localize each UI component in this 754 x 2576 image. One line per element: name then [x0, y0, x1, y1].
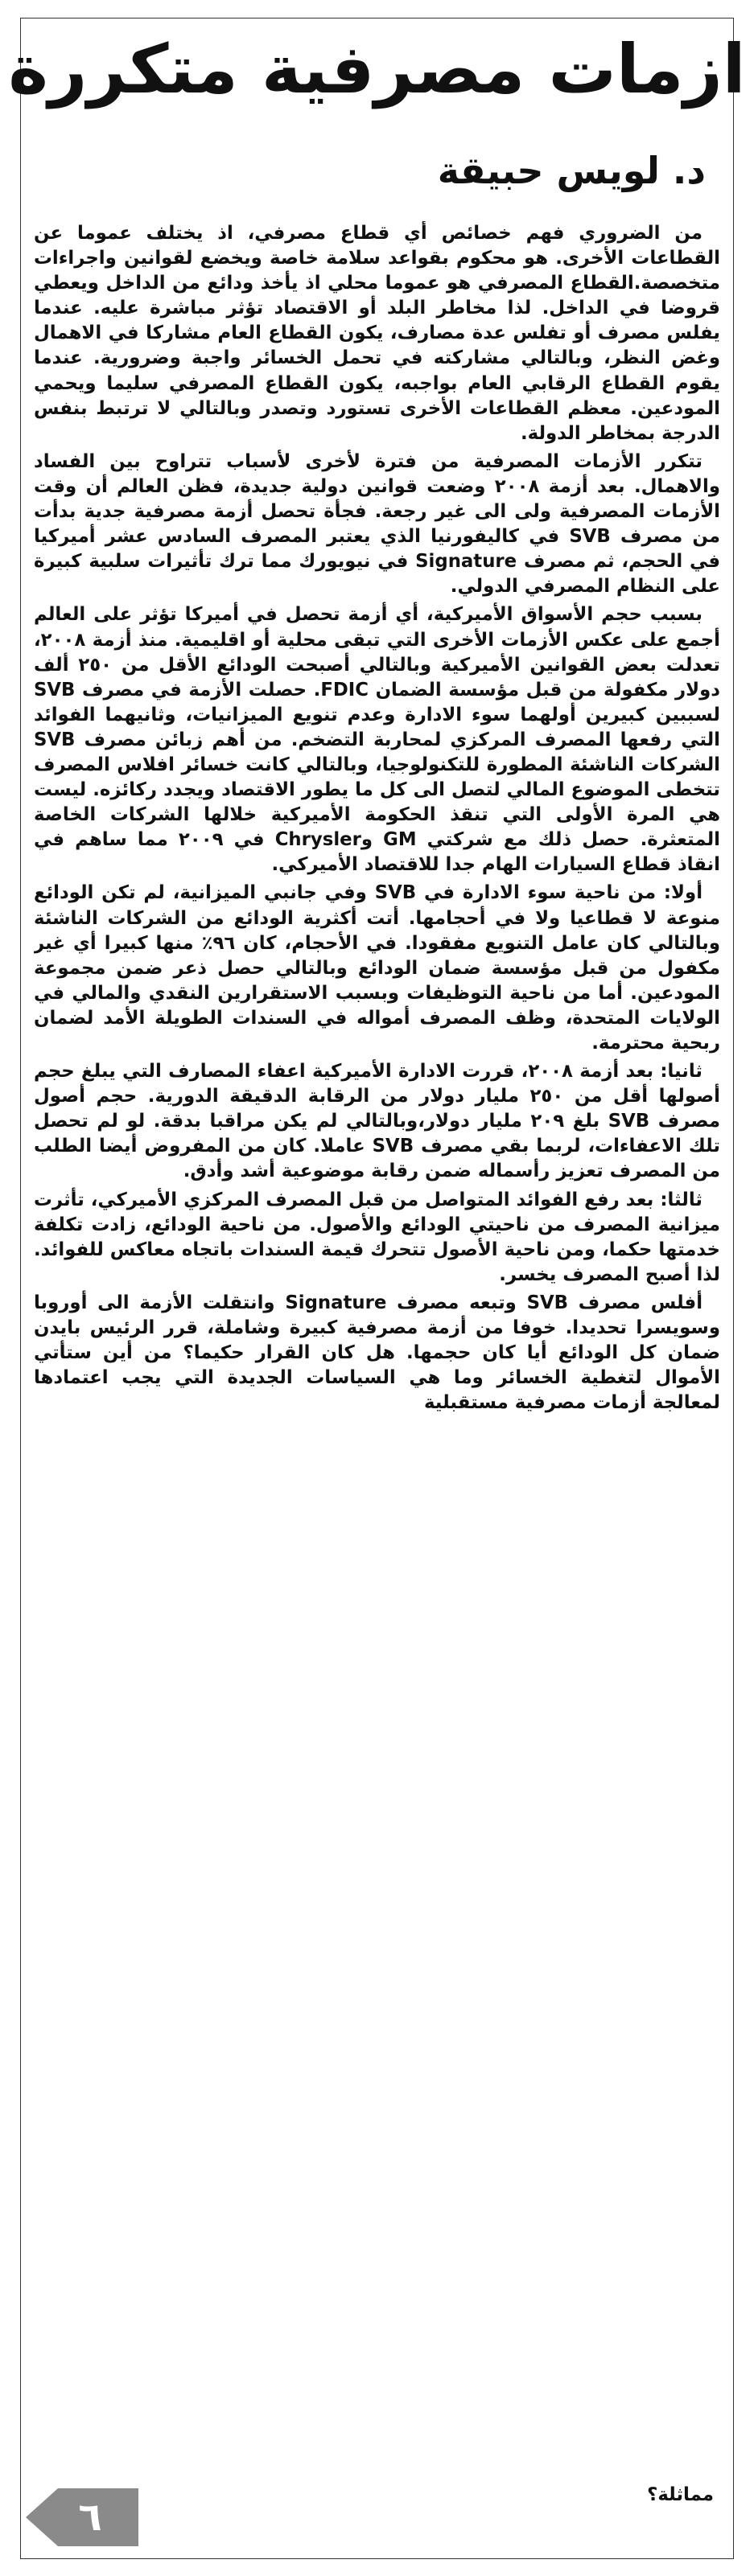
- paragraph: ثالثا: بعد رفع الفوائد المتواصل من قبل المصرف المركزي الأميركي، تأثرت ميزانية المصرف من ناحيتي الودائع والأصول. من ناحية الودائع، زادت تكلفة خدمتها حكما، ومن ناحية الأصول تتحرك قيمة السندات باتجاه معاكس للفوائد. لذا أصبح المصرف يخسر.: [34, 1189, 720, 1285]
- paragraph: أفلس مصرف SVB وتبعه مصرف Signature وانتقلت الأزمة الى أوروبا وسويسرا تحديدا. خوفا من أزمة مصرفية كبيرة وشاملة، قرر الرئيس بايدن ضمان كل الودائع أيا كان حجمها. هل كان القرار حكيما؟ من أين ستأتي الأموال لتغطية الخسائر وما هي السياسات الجديدة التي يجب اعتمادها لمعالجة أزمات مصرفية مستقبلية: [34, 1292, 720, 1414]
- author-byline: د. لويس حبيقة: [437, 149, 706, 192]
- paragraph: ثانيا: بعد أزمة ٢٠٠٨، قررت الادارة الأميركية اعفاء المصارف التي يبلغ حجم أصولها أقل من ٢٥٠ مليار دولار من الرقابة الدقيقة الدورية. حجم أصول مصرف SVB بلغ ٢٠٩ مليار دولار،وبالتالي لم يكن مراقبا بدقة. لو لم تحصل تلك الاعفاءات، لربما بقي مصرف SVB عاملا. كان من المفروض أيضا الطلب من المصرف تعزيز رأسماله ضمن رقابة موضوعية أشد وأدق.: [34, 1061, 720, 1182]
- paragraph: تتكرر الأزمات المصرفية من فترة لأخرى لأسباب تتراوح بين الفساد والاهمال. بعد أزمة ٢٠٠٨ وضعت قوانين دولية جديدة، فظن العالم أن وقت الأزمات المصرفية ولى الى غير رجعة. فجأة تحصل أزمة مصرفية جدية بدأت من مصرف SVB في كاليفورنيا الذي يعتبر المصرف السادس عشر أميركيا في الحجم، ثم مصرف Signature في نيويورك مما ترك تأثيرات سلبية كبيرة على النظام المصرفي الدولي.: [34, 450, 720, 598]
- paragraph: أولا: من ناحية سوء الادارة في SVB وفي جانبي الميزانية، لم تكن الودائع منوعة لا قطاعيا ولا في أحجامها. أتت أكثرية الودائع من الشركات الناشئة وبالتالي كان عامل التنويع مفقودا. في الأحجام، كان ٩٦٪ منها كبيرا أي غير مكفول من قبل مؤسسة ضمان الودائع وبالتالي حصل ذعر ضمن مجموعة المودعين. أما من ناحية التوظيفات وبسبب الاستقرارين النقدي والمالي في الولايات المتحدة، وظف المصرف أمواله في السندات الطويلة الأمد لضمان ربحية محترمة.: [34, 882, 720, 1054]
- article-title: ازمات مصرفية متكررة: [8, 30, 746, 109]
- paragraph: بسبب حجم الأسواق الأميركية، أي أزمة تحصل في أميركا تؤثر على العالم أجمع على عكس الأزمات الأخرى التي تبقى محلية أو اقليمية. منذ أزمة ٢٠٠٨، تعدلت بعض القوانين الأميركية وبالتالي أصبحت الودائع الأقل من ٢٥٠ ألف دولار مكفولة من قبل مؤسسة الضمان FDIC. حصلت الأزمة في مصرف SVB لسببين كبيرين أولهما سوء الادارة وعدم تنويع الميزانيات، وثانيهما الفوائد التي رفعها المصرف المركزي لمحاربة التضخم. من أهم زبائن مصرف SVB الشركات الناشئة المطورة للتكنولوجيا، وبالتالي كانت خسائر افلاس المصرف تتخطى الموضوع المالي لتصل الى كل ما يطور الاقتصاد ويجدد ركائزه. ليست هي المرة الأولى التي تنقذ الحكومة الأميركية خلالها الشركات الخاصة المتعثرة. حصل ذلك مع شركتي GM وChrysler في ٢٠٠٩ مما ساهم في انقاذ قطاع السيارات الهام جدا للاقتصاد الأميركي.: [34, 604, 720, 876]
- page-number: ٦: [78, 2495, 102, 2540]
- paragraph: من الضروري فهم خصائص أي قطاع مصرفي، اذ يختلف عموما عن القطاعات الأخرى. هو محكوم بقواعد سلامة خاصة ويخضع لقوانين واجراءات متخصصة.القطاع المصرفي هو عموما محلي اذ يأخذ ودائع من الداخل ويعطي قروضا في الداخل. لذا مخاطر البلد أو الاقتصاد تؤثر مباشرة عليه. عندما يفلس مصرف أو تفلس عدة مصارف، يكون القطاع العام مشاركا في الاهمال وغض النظر، وبالتالي مشاركته في تحمل الخسائر واجبة وضرورية. عندما يقوم القطاع الرقابي العام بواجبه، يكون القطاع المصرفي سليما ويحمي المودعين. معظم القطاعات الأخرى تستورد وتصدر وبالتالي لا ترتبط بنفس الدرجة بمخاطر الدولة.: [34, 223, 720, 444]
- article-body: [34, 221, 720, 2457]
- page-number-badge: [26, 2485, 138, 2549]
- closing-line: مماثلة؟: [647, 2484, 714, 2505]
